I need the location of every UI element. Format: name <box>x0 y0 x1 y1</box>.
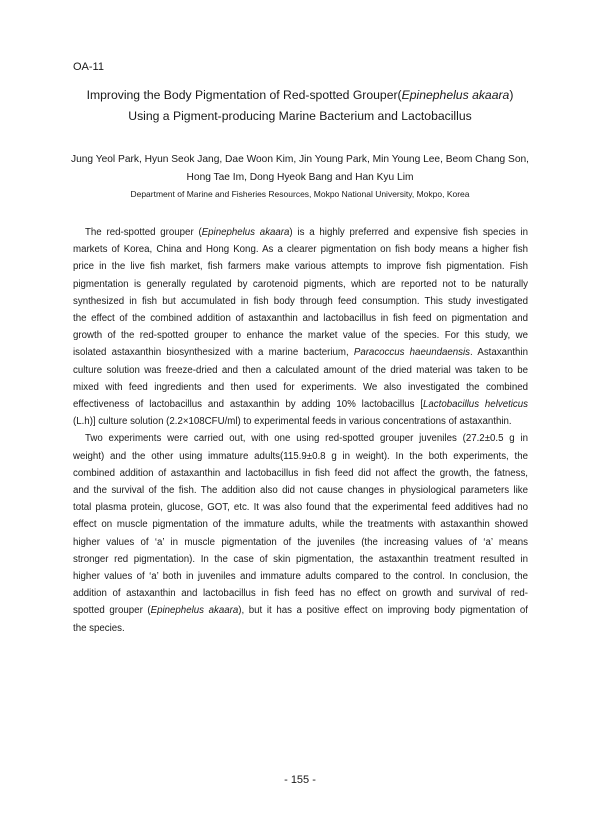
body-text-run: effect on muscle pigmentation of the immature adults, while the treatments with astaxanthin showed <box>73 519 528 531</box>
title-segment: Epinephelus akaara <box>401 88 510 102</box>
body-text-run: addition of astaxanthin and lactobacillus in fish feed has no effect on growth and survival of red- <box>73 588 528 600</box>
body-text-run: weight) and the other using immature adults(115.9±0.8 g in weight). In the both experiments, the <box>73 450 528 462</box>
body-text-run: higher values of ‘a’ in muscle pigmentation of the juveniles (the increasing values of ‘a’ means <box>73 536 528 548</box>
body-line <box>73 344 528 361</box>
body-text-run: growth of the red-spotted grouper to enhance the market value of the species. For this study, we <box>73 330 528 342</box>
affiliation: Department of Marine and Fisheries Resources, Mokpo National University, Mokpo, Korea <box>130 189 470 199</box>
author-list <box>40 151 560 187</box>
body-line <box>73 396 528 413</box>
title-line <box>40 85 560 106</box>
body-line <box>73 620 528 637</box>
body-line <box>73 534 528 551</box>
body-text-run: effectiveness of lactobacillus and astaxanthin by adding 10% lactobacillus [ <box>73 399 424 411</box>
body-text-run: the species. <box>73 622 125 634</box>
species-name: Epinephelus akaara <box>201 227 290 238</box>
body-line <box>73 293 528 310</box>
species-name: Paracoccus haeundaensis <box>353 347 470 359</box>
body-text-run: pigmentation is generally regulated by carotenoid pigments, which are reported not to be naturally <box>73 278 528 290</box>
body-line <box>73 448 528 465</box>
body-text-run: higher values of ‘a’ both in juveniles and immature adults compared to the control. In conclusion, the <box>73 571 528 583</box>
paper-title <box>40 85 560 127</box>
body-line <box>73 465 528 482</box>
body-line <box>73 516 528 533</box>
body-text-run: spotted grouper ( <box>73 605 151 617</box>
body-line <box>73 258 528 275</box>
body-line <box>73 362 528 379</box>
body-line <box>73 241 528 258</box>
body-line <box>73 276 528 293</box>
author-line: Hong Tae Im, Dong Hyeok Bang and Han Kyu Lim <box>186 172 414 183</box>
body-line <box>73 482 528 499</box>
body-text-run: ) is a highly preferred and expensive fish species in <box>289 227 528 238</box>
body-text-run: . Astaxanthin <box>470 347 528 359</box>
body-line <box>73 499 528 516</box>
body-line <box>73 224 528 241</box>
body-line <box>73 568 528 585</box>
body-text-run: The red-spotted grouper ( <box>85 227 202 238</box>
species-name: Lactobacillus helveticus <box>423 399 528 411</box>
title-segment: ) <box>509 88 514 102</box>
title-segment: Using a Pigment-producing Marine Bacterium and Lactobacillus <box>128 109 472 123</box>
body-text-run: Two experiments were carried out, with one using red-spotted grouper juveniles (27.2±0.5 g in <box>85 433 528 445</box>
body-line <box>73 602 528 619</box>
body-text-run: ), but it has a positive effect on improving body pigmentation of <box>238 605 528 617</box>
body-text-run: price in the live fish market, fish farmers make various attempts to improve fish pigmentation. Fish <box>73 261 528 273</box>
body-line <box>73 379 528 396</box>
body-text-run: culture solution was freeze-dried and then a calculated amount of the dried material was taken to be <box>73 364 528 376</box>
title-segment: Improving the Body Pigmentation of Red-spotted Grouper( <box>86 88 402 102</box>
page-number: - 155 - <box>284 774 316 786</box>
body-line <box>73 585 528 602</box>
body-text-run: markets of Korea, China and Hong Kong. As a clearer pigmentation on fish body means a higher fish <box>73 244 528 256</box>
body-text-run: total plasma protein, glucose, GOT, etc. It was also found that the experimental feed additives had no <box>73 502 528 514</box>
body-line <box>73 413 528 430</box>
body-text-run: combined addition of astaxanthin and lactobacillus in fish feed did not affect the growth, the fatness, <box>73 467 528 479</box>
body-text-run: mixed with feed ingredients and then used for experiments. We also investigated the combined <box>73 381 528 393</box>
author-line: Jung Yeol Park, Hyun Seok Jang, Dae Woon Kim, Jin Young Park, Min Young Lee, Beom Chang Son, <box>71 154 529 165</box>
body-text-run: isolated astaxanthin biosynthesized with a marine bacterium, <box>73 347 354 359</box>
body-text-run: the effect of the combined addition of astaxanthin and lactobacillus in fish feed on pigmentation and <box>73 313 528 325</box>
body-text-run: and the survival of the fish. The addition also did not cause changes in physiological parameters like <box>73 485 528 497</box>
title-line <box>40 106 560 127</box>
body-line <box>73 310 528 327</box>
body-line <box>73 430 528 447</box>
body-line <box>73 327 528 344</box>
abstract-code: OA-11 <box>73 61 104 73</box>
body-line <box>73 551 528 568</box>
abstract-body <box>73 224 528 637</box>
body-text-run: synthesized in fish but accumulated in fish body through feed consumption. This study investigated <box>73 295 528 307</box>
body-text-run: stronger red pigmentation). In the case of skin pigmentation, the astaxanthin treatment resulted in <box>73 553 528 565</box>
species-name: Epinephelus akaara <box>150 605 239 617</box>
body-text-run: (L.h)] culture solution (2.2×108CFU/ml) to experimental feeds in various concentrations of astaxanthin. <box>73 416 512 428</box>
